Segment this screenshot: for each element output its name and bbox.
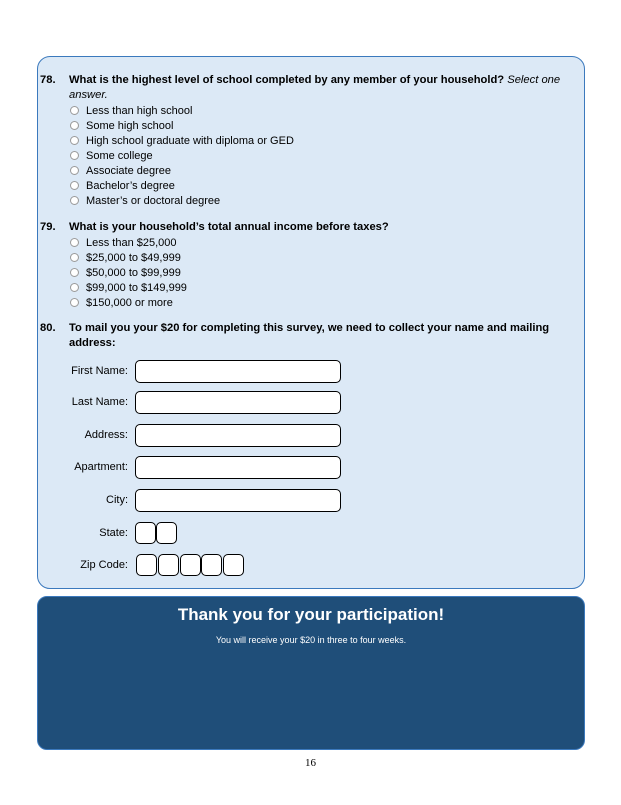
- option-label: Less than high school: [86, 104, 193, 117]
- thank-you-subtitle: You will receive your $20 in three to four weeks.: [215, 635, 407, 645]
- zip-char-input[interactable]: [180, 554, 201, 576]
- thank-you-panel: [37, 596, 585, 750]
- radio-option[interactable]: [67, 235, 187, 250]
- option-label: $25,000 to $49,999: [86, 251, 181, 264]
- zip-char-input[interactable]: [201, 554, 222, 576]
- last-name-input[interactable]: [135, 391, 341, 414]
- radio-icon[interactable]: [70, 181, 79, 190]
- radio-icon[interactable]: [70, 106, 79, 115]
- last-name-label: Last Name:: [71, 396, 128, 408]
- radio-option[interactable]: [67, 133, 294, 148]
- radio-option[interactable]: [67, 280, 187, 295]
- option-label: High school graduate with diploma or GED: [86, 134, 294, 147]
- radio-option[interactable]: [67, 250, 187, 265]
- radio-option[interactable]: [67, 163, 294, 178]
- q79-options: [67, 235, 187, 310]
- q78-options: [67, 103, 294, 208]
- radio-icon[interactable]: [70, 196, 79, 205]
- radio-icon[interactable]: [70, 298, 79, 307]
- radio-option[interactable]: [67, 193, 294, 208]
- first-name-label: First Name:: [71, 365, 128, 377]
- radio-option[interactable]: [67, 265, 187, 280]
- question-instruction: Select one: [507, 74, 561, 86]
- radio-option[interactable]: [67, 295, 187, 310]
- radio-option[interactable]: [67, 103, 294, 118]
- zip-char-input[interactable]: [136, 554, 157, 576]
- question-text-cont: address:: [69, 337, 116, 349]
- radio-icon[interactable]: [70, 253, 79, 262]
- question-text: What is the highest level of school completed by any member of your household? Select one: [69, 74, 561, 86]
- question-number: 79.: [40, 221, 56, 233]
- question-number: 80.: [40, 322, 56, 334]
- zip-char-input[interactable]: [223, 554, 244, 576]
- zip-label: Zip Code:: [80, 559, 128, 571]
- address-label: Address:: [84, 429, 128, 441]
- address-input[interactable]: [135, 424, 341, 447]
- survey-panel: [37, 56, 585, 589]
- zip-char-input[interactable]: [158, 554, 179, 576]
- option-label: Master’s or doctoral degree: [86, 194, 221, 207]
- city-row: [38, 489, 348, 513]
- question-instruction-cont: answer.: [69, 89, 108, 101]
- zip-row: [38, 554, 348, 578]
- city-label: City:: [106, 494, 128, 506]
- option-label: Some high school: [86, 119, 174, 132]
- radio-icon[interactable]: [70, 283, 79, 292]
- question-text: To mail you your $20 for completing this survey, we need to collect your name and mailing: [69, 322, 550, 334]
- apartment-label: Apartment:: [74, 461, 128, 473]
- question-text: What is your household’s total annual income before taxes?: [69, 221, 389, 233]
- radio-icon[interactable]: [70, 136, 79, 145]
- radio-option[interactable]: [67, 148, 294, 163]
- page-number: 16: [305, 757, 316, 769]
- radio-icon[interactable]: [70, 268, 79, 277]
- option-label: Some college: [86, 149, 153, 162]
- option-label: $99,000 to $149,999: [86, 281, 187, 294]
- thank-you-title: Thank you for your participation!: [177, 605, 445, 624]
- state-char-input[interactable]: [135, 522, 156, 544]
- first-name-input[interactable]: [135, 360, 341, 383]
- state-row: [38, 522, 348, 546]
- apartment-input[interactable]: [135, 456, 341, 479]
- question-number: 78.: [40, 74, 56, 86]
- radio-option[interactable]: [67, 118, 294, 133]
- radio-icon[interactable]: [70, 238, 79, 247]
- radio-icon[interactable]: [70, 166, 79, 175]
- last-name-row: [38, 391, 348, 415]
- apartment-row: [38, 456, 348, 480]
- radio-icon[interactable]: [70, 121, 79, 130]
- option-label: $50,000 to $99,999: [86, 266, 181, 279]
- city-input[interactable]: [135, 489, 341, 512]
- address-row: [38, 424, 348, 448]
- first-name-row: [38, 360, 348, 384]
- state-label: State:: [99, 527, 128, 539]
- option-label: Associate degree: [86, 164, 171, 177]
- option-label: Less than $25,000: [86, 236, 177, 249]
- option-label: $150,000 or more: [86, 296, 173, 309]
- state-char-input[interactable]: [156, 522, 177, 544]
- radio-option[interactable]: [67, 178, 294, 193]
- radio-icon[interactable]: [70, 151, 79, 160]
- option-label: Bachelor’s degree: [86, 179, 175, 192]
